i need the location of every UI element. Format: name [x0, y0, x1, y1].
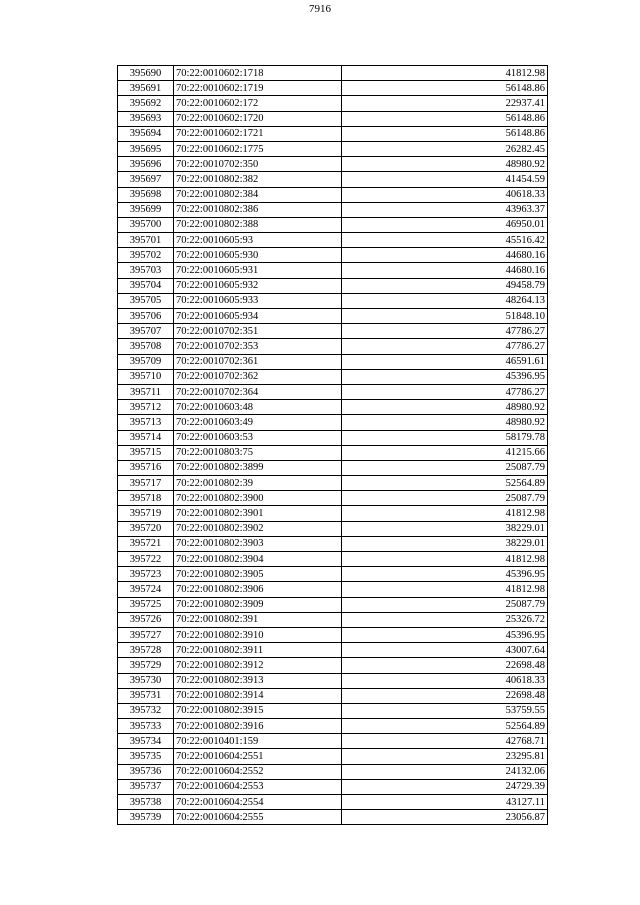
row-number-cell: 395721 [118, 536, 174, 551]
table-row [118, 248, 548, 263]
cadastral-number-cell: 70:22:0010604:2551 [174, 749, 342, 764]
cadastral-number-cell: 70:22:0010802:3901 [174, 506, 342, 521]
cadastral-number-cell: 70:22:0010605:934 [174, 309, 342, 324]
table-row [118, 597, 548, 612]
table-row [118, 157, 548, 172]
cadastral-number-cell: 70:22:0010605:93 [174, 233, 342, 248]
table-row [118, 384, 548, 399]
table-row [118, 278, 548, 293]
row-number-cell: 395708 [118, 339, 174, 354]
row-number-cell: 395707 [118, 324, 174, 339]
cadastral-number-cell: 70:22:0010802:3903 [174, 536, 342, 551]
cadastral-number-cell: 70:22:0010802:3902 [174, 521, 342, 536]
cadastral-value-cell: 58179.78 [342, 430, 548, 445]
cadastral-number-cell: 70:22:0010604:2552 [174, 764, 342, 779]
cadastral-value-cell: 44680.16 [342, 248, 548, 263]
row-number-cell: 395704 [118, 278, 174, 293]
table-row [118, 627, 548, 642]
table-row [118, 369, 548, 384]
table-row [118, 719, 548, 734]
row-number-cell: 395735 [118, 749, 174, 764]
cadastral-number-cell: 70:22:0010702:351 [174, 324, 342, 339]
row-number-cell: 395734 [118, 734, 174, 749]
cadastral-number-cell: 70:22:0010602:1721 [174, 126, 342, 141]
table-row [118, 126, 548, 141]
cadastral-value-table [117, 65, 548, 825]
cadastral-number-cell: 70:22:0010802:3916 [174, 719, 342, 734]
table-row [118, 111, 548, 126]
table-row [118, 202, 548, 217]
table-row [118, 506, 548, 521]
table-row [118, 536, 548, 551]
cadastral-value-cell: 45396.95 [342, 567, 548, 582]
row-number-cell: 395710 [118, 369, 174, 384]
row-number-cell: 395715 [118, 445, 174, 460]
table-row [118, 263, 548, 278]
table-row [118, 96, 548, 111]
cadastral-value-cell: 41812.98 [342, 552, 548, 567]
table-row [118, 658, 548, 673]
cadastral-number-cell: 70:22:0010702:364 [174, 384, 342, 399]
cadastral-value-cell: 48980.92 [342, 157, 548, 172]
cadastral-value-cell: 46591.61 [342, 354, 548, 369]
cadastral-number-cell: 70:22:0010802:39 [174, 476, 342, 491]
table-row [118, 445, 548, 460]
row-number-cell: 395706 [118, 309, 174, 324]
cadastral-number-cell: 70:22:0010602:1775 [174, 141, 342, 156]
cadastral-number-cell: 70:22:0010802:3906 [174, 582, 342, 597]
cadastral-number-cell: 70:22:0010802:3912 [174, 658, 342, 673]
row-number-cell: 395691 [118, 81, 174, 96]
cadastral-value-cell: 48264.13 [342, 293, 548, 308]
cadastral-value-cell: 48980.92 [342, 400, 548, 415]
cadastral-value-cell: 25087.79 [342, 460, 548, 475]
row-number-cell: 395731 [118, 688, 174, 703]
cadastral-value-cell: 47786.27 [342, 324, 548, 339]
table-row [118, 688, 548, 703]
row-number-cell: 395730 [118, 673, 174, 688]
cadastral-value-cell: 52564.89 [342, 719, 548, 734]
table-row [118, 172, 548, 187]
cadastral-value-cell: 47786.27 [342, 384, 548, 399]
row-number-cell: 395737 [118, 779, 174, 794]
cadastral-number-cell: 70:22:0010603:49 [174, 415, 342, 430]
table-row [118, 81, 548, 96]
row-number-cell: 395733 [118, 719, 174, 734]
cadastral-number-cell: 70:22:0010802:384 [174, 187, 342, 202]
table-row [118, 673, 548, 688]
cadastral-value-cell: 41812.98 [342, 506, 548, 521]
cadastral-number-cell: 70:22:0010602:1720 [174, 111, 342, 126]
row-number-cell: 395698 [118, 187, 174, 202]
cadastral-value-cell: 23056.87 [342, 810, 548, 825]
row-number-cell: 395703 [118, 263, 174, 278]
table-row [118, 476, 548, 491]
table-row [118, 734, 548, 749]
cadastral-value-cell: 42768.71 [342, 734, 548, 749]
table-body [118, 66, 548, 825]
row-number-cell: 395711 [118, 384, 174, 399]
cadastral-value-cell: 41454.59 [342, 172, 548, 187]
cadastral-number-cell: 70:22:0010802:382 [174, 172, 342, 187]
row-number-cell: 395705 [118, 293, 174, 308]
cadastral-value-cell: 23295.81 [342, 749, 548, 764]
row-number-cell: 395694 [118, 126, 174, 141]
cadastral-number-cell: 70:22:0010702:362 [174, 369, 342, 384]
row-number-cell: 395695 [118, 141, 174, 156]
row-number-cell: 395727 [118, 627, 174, 642]
cadastral-value-cell: 40618.33 [342, 673, 548, 688]
table-row [118, 309, 548, 324]
table-row [118, 810, 548, 825]
table-row [118, 293, 548, 308]
cadastral-value-cell: 51848.10 [342, 309, 548, 324]
table-row [118, 460, 548, 475]
table-row [118, 795, 548, 810]
cadastral-value-cell: 41812.98 [342, 582, 548, 597]
table-row [118, 141, 548, 156]
table-row [118, 415, 548, 430]
row-number-cell: 395728 [118, 643, 174, 658]
cadastral-value-cell: 45516.42 [342, 233, 548, 248]
cadastral-value-cell: 49458.79 [342, 278, 548, 293]
cadastral-number-cell: 70:22:0010803:75 [174, 445, 342, 460]
cadastral-number-cell: 70:22:0010602:1718 [174, 66, 342, 81]
row-number-cell: 395736 [118, 764, 174, 779]
cadastral-value-cell: 47786.27 [342, 339, 548, 354]
table-row [118, 567, 548, 582]
cadastral-number-cell: 70:22:0010605:931 [174, 263, 342, 278]
cadastral-number-cell: 70:22:0010802:391 [174, 612, 342, 627]
table-row [118, 491, 548, 506]
table-row [118, 339, 548, 354]
cadastral-number-cell: 70:22:0010802:3911 [174, 643, 342, 658]
cadastral-number-cell: 70:22:0010603:53 [174, 430, 342, 445]
row-number-cell: 395717 [118, 476, 174, 491]
cadastral-number-cell: 70:22:0010802:386 [174, 202, 342, 217]
cadastral-value-cell: 24132.06 [342, 764, 548, 779]
cadastral-number-cell: 70:22:0010604:2555 [174, 810, 342, 825]
row-number-cell: 395719 [118, 506, 174, 521]
cadastral-number-cell: 70:22:0010802:388 [174, 217, 342, 232]
cadastral-number-cell: 70:22:0010702:350 [174, 157, 342, 172]
cadastral-value-cell: 38229.01 [342, 521, 548, 536]
cadastral-number-cell: 70:22:0010401:159 [174, 734, 342, 749]
row-number-cell: 395725 [118, 597, 174, 612]
row-number-cell: 395692 [118, 96, 174, 111]
cadastral-value-cell: 25087.79 [342, 491, 548, 506]
cadastral-number-cell: 70:22:0010802:3909 [174, 597, 342, 612]
table-row [118, 521, 548, 536]
row-number-cell: 395723 [118, 567, 174, 582]
cadastral-value-cell: 40618.33 [342, 187, 548, 202]
cadastral-value-cell: 25326.72 [342, 612, 548, 627]
row-number-cell: 395713 [118, 415, 174, 430]
cadastral-value-cell: 46950.01 [342, 217, 548, 232]
row-number-cell: 395720 [118, 521, 174, 536]
row-number-cell: 395729 [118, 658, 174, 673]
cadastral-number-cell: 70:22:0010802:3904 [174, 552, 342, 567]
row-number-cell: 395714 [118, 430, 174, 445]
cadastral-number-cell: 70:22:0010604:2553 [174, 779, 342, 794]
cadastral-value-cell: 53759.55 [342, 703, 548, 718]
cadastral-value-cell: 22698.48 [342, 688, 548, 703]
table-row [118, 400, 548, 415]
cadastral-value-cell: 44680.16 [342, 263, 548, 278]
cadastral-value-cell: 41215.66 [342, 445, 548, 460]
table-row [118, 764, 548, 779]
row-number-cell: 395702 [118, 248, 174, 263]
table-row [118, 324, 548, 339]
cadastral-value-cell: 22698.48 [342, 658, 548, 673]
cadastral-number-cell: 70:22:0010605:932 [174, 278, 342, 293]
cadastral-value-cell: 43963.37 [342, 202, 548, 217]
table-row [118, 643, 548, 658]
table-row [118, 552, 548, 567]
cadastral-value-cell: 25087.79 [342, 597, 548, 612]
cadastral-number-cell: 70:22:0010802:3915 [174, 703, 342, 718]
row-number-cell: 395718 [118, 491, 174, 506]
table-row [118, 66, 548, 81]
cadastral-value-cell: 22937.41 [342, 96, 548, 111]
cadastral-value-cell: 24729.39 [342, 779, 548, 794]
cadastral-number-cell: 70:22:0010702:353 [174, 339, 342, 354]
cadastral-number-cell: 70:22:0010802:3910 [174, 627, 342, 642]
table-row [118, 779, 548, 794]
cadastral-value-cell: 56148.86 [342, 81, 548, 96]
row-number-cell: 395716 [118, 460, 174, 475]
table-row [118, 217, 548, 232]
cadastral-number-cell: 70:22:0010602:172 [174, 96, 342, 111]
table-row [118, 582, 548, 597]
cadastral-number-cell: 70:22:0010604:2554 [174, 795, 342, 810]
row-number-cell: 395699 [118, 202, 174, 217]
row-number-cell: 395690 [118, 66, 174, 81]
table-row [118, 612, 548, 627]
table-row [118, 354, 548, 369]
row-number-cell: 395724 [118, 582, 174, 597]
row-number-cell: 395732 [118, 703, 174, 718]
table-row [118, 749, 548, 764]
cadastral-value-cell: 41812.98 [342, 66, 548, 81]
cadastral-number-cell: 70:22:0010605:933 [174, 293, 342, 308]
cadastral-value-cell: 43007.64 [342, 643, 548, 658]
cadastral-value-cell: 56148.86 [342, 126, 548, 141]
row-number-cell: 395701 [118, 233, 174, 248]
cadastral-number-cell: 70:22:0010802:3899 [174, 460, 342, 475]
row-number-cell: 395739 [118, 810, 174, 825]
cadastral-value-cell: 48980.92 [342, 415, 548, 430]
cadastral-number-cell: 70:22:0010603:48 [174, 400, 342, 415]
row-number-cell: 395697 [118, 172, 174, 187]
cadastral-value-cell: 45396.95 [342, 369, 548, 384]
table-row [118, 233, 548, 248]
cadastral-value-cell: 52564.89 [342, 476, 548, 491]
cadastral-number-cell: 70:22:0010702:361 [174, 354, 342, 369]
cadastral-number-cell: 70:22:0010802:3905 [174, 567, 342, 582]
row-number-cell: 395700 [118, 217, 174, 232]
row-number-cell: 395726 [118, 612, 174, 627]
table-row [118, 703, 548, 718]
cadastral-value-cell: 43127.11 [342, 795, 548, 810]
row-number-cell: 395696 [118, 157, 174, 172]
cadastral-value-cell: 56148.86 [342, 111, 548, 126]
cadastral-number-cell: 70:22:0010802:3913 [174, 673, 342, 688]
row-number-cell: 395709 [118, 354, 174, 369]
cadastral-value-cell: 45396.95 [342, 627, 548, 642]
cadastral-value-cell: 26282.45 [342, 141, 548, 156]
row-number-cell: 395693 [118, 111, 174, 126]
cadastral-number-cell: 70:22:0010605:930 [174, 248, 342, 263]
table-row [118, 430, 548, 445]
cadastral-value-cell: 38229.01 [342, 536, 548, 551]
cadastral-number-cell: 70:22:0010802:3900 [174, 491, 342, 506]
cadastral-number-cell: 70:22:0010602:1719 [174, 81, 342, 96]
page-number: 7916 [309, 3, 331, 15]
row-number-cell: 395738 [118, 795, 174, 810]
table-row [118, 187, 548, 202]
row-number-cell: 395712 [118, 400, 174, 415]
row-number-cell: 395722 [118, 552, 174, 567]
cadastral-number-cell: 70:22:0010802:3914 [174, 688, 342, 703]
